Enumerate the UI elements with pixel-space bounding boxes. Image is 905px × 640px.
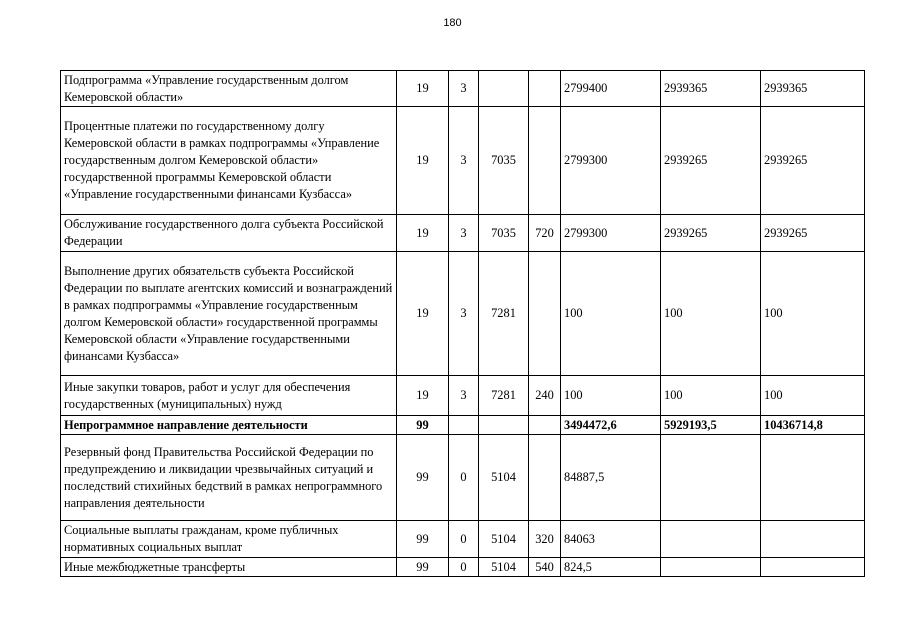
code-4 (529, 435, 561, 521)
row-name: Выполнение других обязательств субъекта Российской Федерации по выплате агентских комиссий и вознаграждений в рамках подпрограммы «Управление государственным долгом Кемеровской области» государственной программы Кемеровской области «Управление государственными финансами Кузбасса» (61, 252, 397, 376)
code-1: 19 (397, 376, 449, 416)
amount-3: 2939365 (761, 71, 865, 107)
amount-1: 824,5 (561, 558, 661, 577)
code-2: 3 (449, 376, 479, 416)
amount-3: 100 (761, 252, 865, 376)
code-3: 5104 (479, 558, 529, 577)
amount-3 (761, 558, 865, 577)
code-3: 7035 (479, 215, 529, 252)
row-name: Резервный фонд Правительства Российской Федерации по предупреждению и ликвидации чрезвычайных ситуаций и последствий стихийных бедствий в рамках непрограммного направления деятельности (61, 435, 397, 521)
amount-1: 2799300 (561, 215, 661, 252)
code-1: 19 (397, 107, 449, 215)
table-row (61, 435, 865, 521)
amount-2: 2939265 (661, 107, 761, 215)
amount-3: 2939265 (761, 107, 865, 215)
table-row (61, 558, 865, 577)
code-3: 5104 (479, 435, 529, 521)
table-row (61, 215, 865, 252)
row-name: Иные межбюджетные трансферты (61, 558, 397, 577)
code-3: 5104 (479, 521, 529, 558)
code-1: 99 (397, 416, 449, 435)
code-4 (529, 416, 561, 435)
amount-1: 100 (561, 252, 661, 376)
amount-3: 10436714,8 (761, 416, 865, 435)
amount-3: 100 (761, 376, 865, 416)
code-3: 7281 (479, 252, 529, 376)
code-3: 7281 (479, 376, 529, 416)
amount-1: 2799400 (561, 71, 661, 107)
amount-1: 84063 (561, 521, 661, 558)
page-number: 180 (443, 17, 462, 29)
amount-3 (761, 521, 865, 558)
table-row (61, 416, 865, 435)
row-name: Иные закупки товаров, работ и услуг для обеспечения государственных (муниципальных) нужд (61, 376, 397, 416)
code-1: 19 (397, 71, 449, 107)
code-4: 540 (529, 558, 561, 577)
amount-2: 100 (661, 252, 761, 376)
code-2: 3 (449, 71, 479, 107)
table-row (61, 521, 865, 558)
table-row (61, 71, 865, 107)
code-4 (529, 107, 561, 215)
table-row (61, 107, 865, 215)
code-4: 320 (529, 521, 561, 558)
amount-2 (661, 435, 761, 521)
amount-2: 100 (661, 376, 761, 416)
code-3 (479, 71, 529, 107)
amount-2: 5929193,5 (661, 416, 761, 435)
row-name: Обслуживание государственного долга субъекта Российской Федерации (61, 215, 397, 252)
code-1: 19 (397, 252, 449, 376)
budget-table (60, 70, 865, 577)
code-2: 0 (449, 521, 479, 558)
amount-2: 2939365 (661, 71, 761, 107)
amount-1: 84887,5 (561, 435, 661, 521)
code-2: 3 (449, 107, 479, 215)
code-4 (529, 71, 561, 107)
amount-3 (761, 435, 865, 521)
code-1: 99 (397, 435, 449, 521)
amount-2: 2939265 (661, 215, 761, 252)
row-name: Социальные выплаты гражданам, кроме публичных нормативных социальных выплат (61, 521, 397, 558)
code-4: 720 (529, 215, 561, 252)
amount-1: 100 (561, 376, 661, 416)
table-row (61, 252, 865, 376)
code-1: 99 (397, 558, 449, 577)
code-1: 19 (397, 215, 449, 252)
code-2 (449, 416, 479, 435)
code-2: 0 (449, 558, 479, 577)
code-2: 3 (449, 252, 479, 376)
row-name: Подпрограмма «Управление государственным долгом Кемеровской области» (61, 71, 397, 107)
code-3: 7035 (479, 107, 529, 215)
code-3 (479, 416, 529, 435)
code-1: 99 (397, 521, 449, 558)
amount-1: 3494472,6 (561, 416, 661, 435)
row-name: Процентные платежи по государственному долгу Кемеровской области в рамках подпрограммы «Управление государственным долгом Кемеровской области» государственной программы Кемеровской области «Управление государственными финансами Кузбасса» (61, 107, 397, 215)
code-2: 3 (449, 215, 479, 252)
amount-2 (661, 558, 761, 577)
row-name: Непрограммное направление деятельности (61, 416, 397, 435)
amount-1: 2799300 (561, 107, 661, 215)
table-row (61, 376, 865, 416)
code-2: 0 (449, 435, 479, 521)
amount-3: 2939265 (761, 215, 865, 252)
code-4 (529, 252, 561, 376)
amount-2 (661, 521, 761, 558)
code-4: 240 (529, 376, 561, 416)
